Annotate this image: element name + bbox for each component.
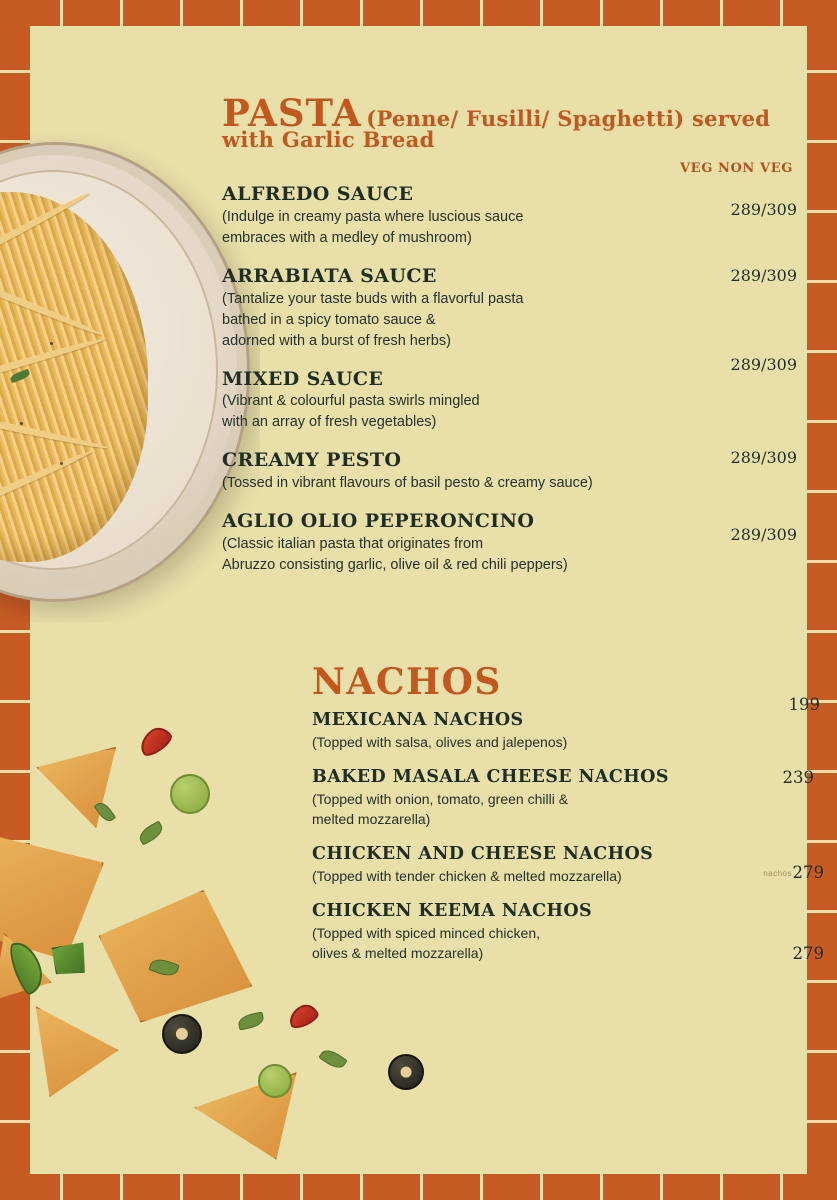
item-desc-line: bathed in a spicy tomato sauce & xyxy=(222,311,436,328)
item-desc-line: (Topped with salsa, olives and jalepenos) xyxy=(312,733,568,750)
item-desc-line: (Topped with tender chicken & melted mozzarella) xyxy=(312,868,622,885)
item-price: 289/309 xyxy=(730,354,797,374)
pasta-section-title: PASTA xyxy=(222,91,362,135)
item-name: ARRABIATA SAUCE xyxy=(222,264,437,287)
nachos-item-list xyxy=(312,695,824,964)
nachos-section xyxy=(312,661,824,978)
nachos-watermark: nachos xyxy=(763,869,792,879)
item-name: ALFREDO SAUCE xyxy=(222,183,414,206)
item-price: 279 xyxy=(792,944,824,964)
menu-item xyxy=(312,900,824,964)
menu-item xyxy=(312,695,820,752)
item-desc-line: (Topped with spiced minced chicken, xyxy=(312,925,541,942)
item-price: 289/309 xyxy=(730,265,797,285)
item-name: BAKED MASALA CHEESE NACHOS xyxy=(312,767,669,788)
item-desc-line: (Tantalize your taste buds with a flavorful pasta xyxy=(222,290,524,307)
item-price: 289/309 xyxy=(730,525,797,545)
menu-item xyxy=(312,766,814,829)
menu-item xyxy=(222,354,797,434)
pasta-plate-photo xyxy=(0,122,260,622)
item-name: MIXED SAUCE xyxy=(222,367,384,390)
item-desc-line: (Topped with onion, tomato, green chilli & xyxy=(312,790,569,807)
menu-item xyxy=(222,448,797,494)
border-band-bottom xyxy=(0,1174,837,1200)
item-price: 289/309 xyxy=(730,448,797,468)
pasta-subtitle-line2: with Garlic Bread xyxy=(222,127,435,153)
item-price: 289/309 xyxy=(730,200,797,220)
border-band-top xyxy=(0,0,837,26)
item-name: CHICKEN KEEMA NACHOS xyxy=(312,901,593,922)
item-price: 239 xyxy=(782,768,814,788)
item-name: MEXICANA NACHOS xyxy=(312,710,524,730)
item-desc-line: (Indulge in creamy pasta where luscious sauce xyxy=(222,208,524,225)
item-desc-line: with an array of fresh vegetables) xyxy=(222,414,437,431)
pasta-column-headers: VEG NON VEG xyxy=(680,161,793,176)
item-name: CHICKEN AND CHEESE NACHOS xyxy=(312,844,654,865)
item-price: 279 xyxy=(792,863,824,883)
item-desc-line: (Vibrant & colourful pasta swirls mingled xyxy=(222,393,480,410)
item-desc-line: olives & melted mozzarella) xyxy=(312,945,484,962)
item-desc-line: (Tossed in vibrant flavours of basil pesto & creamy sauce) xyxy=(222,475,593,491)
item-price: 199 xyxy=(788,695,820,714)
item-desc-line: (Classic italian pasta that originates from xyxy=(222,535,484,552)
item-desc-line: melted mozzarella) xyxy=(312,811,431,828)
menu-item xyxy=(312,843,824,886)
menu-inner-area xyxy=(30,26,824,1174)
nachos-section-title: NACHOS xyxy=(312,661,502,703)
pasta-item-list xyxy=(222,182,797,576)
pasta-subtitle-line1: (Penne/ Fusilli/ Spaghetti) served xyxy=(366,106,771,131)
item-desc-line: Abruzzo consisting garlic, olive oil & red chili peppers) xyxy=(222,556,568,573)
item-desc-line: embraces with a medley of mushroom) xyxy=(222,229,472,246)
border-band-right xyxy=(807,0,837,1200)
item-name: AGLIO OLIO PEPERONCINO xyxy=(222,510,535,533)
item-name: CREAMY PESTO xyxy=(222,449,402,472)
item-desc-line: adorned with a burst of fresh herbs) xyxy=(222,332,451,349)
menu-item xyxy=(222,264,797,352)
pasta-heading-group xyxy=(222,91,782,153)
menu-item xyxy=(222,182,797,249)
menu-item xyxy=(222,509,797,576)
